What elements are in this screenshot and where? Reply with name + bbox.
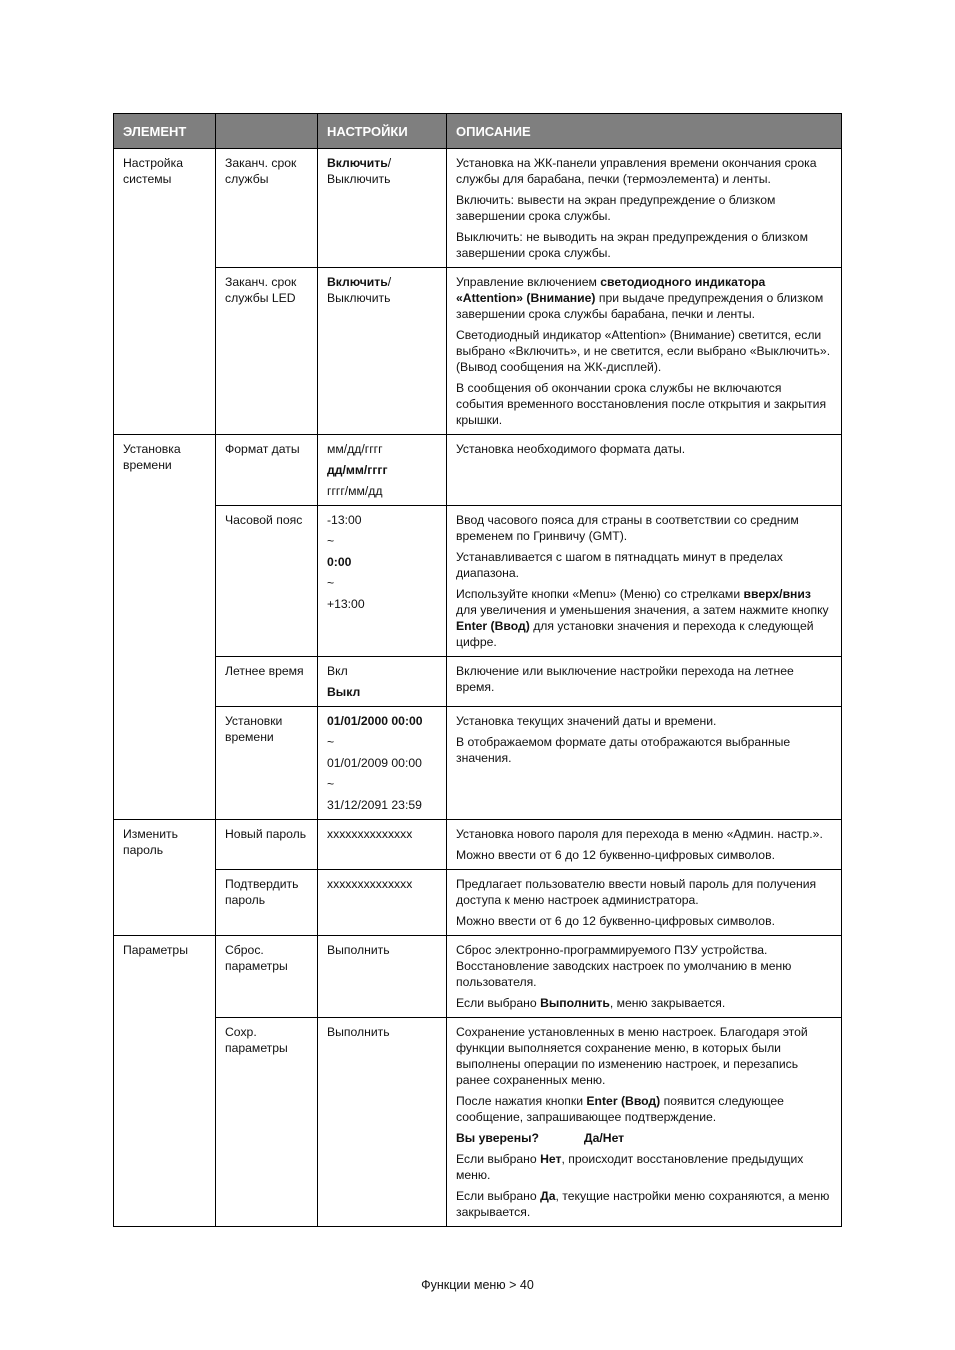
header-description: ОПИСАНИЕ: [447, 114, 842, 149]
table-row: [114, 435, 842, 506]
settings-cell: Включить/ Выключить: [318, 268, 447, 435]
table-header-row: [114, 114, 842, 149]
item-name: Новый пароль: [216, 820, 318, 870]
item-name: Заканч. срок службы LED: [216, 268, 318, 435]
settings-cell: -13:00 ~ 0:00 ~ +13:00: [318, 506, 447, 657]
description-cell: Ввод часового пояса для страны в соответствии со средним временем по Гринвичу (GMT). Устанавливается с шагом в пятнадцать минут в пределах диапазона. Используйте кнопки «Menu» (Меню) со стрелками вверх/вниз для увеличения и уменьшения значения, а затем нажмите кнопку Enter (Ввод) для установки значения и перехода к следующей цифре.: [447, 506, 842, 657]
description-cell: Установка на ЖК-панели управления времени окончания срока службы для барабана, печки (термоэлемента) и ленты. Включить: вывести на экран предупреждение о близком завершении срока службы. Выключить: не выводить на экран предупреждения о близком завершении срока службы.: [447, 149, 842, 268]
header-blank: [216, 114, 318, 149]
item-name: Сохр. параметры: [216, 1018, 318, 1227]
settings-cell: 01/01/2000 00:00 ~ 01/01/2009 00:00 ~ 31/12/2091 23:59: [318, 707, 447, 820]
settings-cell: Выполнить: [318, 1018, 447, 1227]
description-cell: Установка текущих значений даты и времени. В отображаемом формате даты отображаются выбранные значения.: [447, 707, 842, 820]
menu-settings-table: [113, 113, 842, 1227]
item-name: Летнее время: [216, 657, 318, 707]
settings-cell: мм/дд/гггг дд/мм/гггг гггг/мм/дд: [318, 435, 447, 506]
description-cell: Включение или выключение настройки перехода на летнее время.: [447, 657, 842, 707]
description-cell: Управление включением светодиодного индикатора «Attention» (Внимание) при выдаче предупреждения о близком завершении срока службы барабана, печки и ленты. Светодиодный индикатор «Attention» (Внимание) светится, если выбрано «Включить», и не светится, если выбрано «Выключить». (Вывод сообщения на ЖК-дисплей). В сообщения об окончании срока службы не включаются события временного восстановления после открытия и закрытия крышки.: [447, 268, 842, 435]
group-name: Установка времени: [114, 435, 216, 820]
group-name: Настройка системы: [114, 149, 216, 435]
header-settings: НАСТРОЙКИ: [318, 114, 447, 149]
table-row: [114, 657, 842, 707]
group-name: Изменить пароль: [114, 820, 216, 936]
table-row: [114, 820, 842, 870]
description-cell: Установка необходимого формата даты.: [447, 435, 842, 506]
description-cell: Сброс электронно-программируемого ПЗУ устройства. Восстановление заводских настроек по умолчанию в меню пользователя. Если выбрано Выполнить, меню закрывается.: [447, 936, 842, 1018]
settings-cell: xxxxxxxxxxxxxx: [318, 820, 447, 870]
item-name: Формат даты: [216, 435, 318, 506]
table-row: [114, 268, 842, 435]
item-name: Подтвердить пароль: [216, 870, 318, 936]
table-row: [114, 149, 842, 268]
group-name: Параметры: [114, 936, 216, 1227]
table-row: [114, 707, 842, 820]
description-cell: Сохранение установленных в меню настроек. Благодаря этой функции выполняется сохранение меню, в которых были выполнены операции по изменению настроек, и перезапись ранее сохраненных меню. После нажатия кнопки Enter (Ввод) появится следующее сообщение, запрашивающее подтверждение. Вы уверены? Да/Нет Если выбрано Нет, происходит восстановление предыдущих меню. Если выбрано Да, текущие настройки меню сохраняются, а меню закрывается.: [447, 1018, 842, 1227]
confirm-question: Вы уверены?: [456, 1131, 539, 1145]
description-cell: Установка нового пароля для перехода в меню «Админ. настр.». Можно ввести от 6 до 12 буквенно-цифровых символов.: [447, 820, 842, 870]
table-row: [114, 1018, 842, 1227]
header-element: ЭЛЕМЕНТ: [114, 114, 216, 149]
settings-cell: Включить/ Выключить: [318, 149, 447, 268]
description-cell: Предлагает пользователю ввести новый пароль для получения доступа к меню настроек администратора. Можно ввести от 6 до 12 буквенно-цифровых символов.: [447, 870, 842, 936]
table-row: [114, 870, 842, 936]
item-name: Заканч. срок службы: [216, 149, 318, 268]
confirm-options: Да/Нет: [583, 1131, 625, 1145]
settings-cell: Выполнить: [318, 936, 447, 1018]
table-row: [114, 936, 842, 1018]
page-footer: Функции меню > 40: [421, 1278, 534, 1292]
item-name: Сброс. параметры: [216, 936, 318, 1018]
item-name: Установки времени: [216, 707, 318, 820]
item-name: Часовой пояс: [216, 506, 318, 657]
settings-cell: Вкл Выкл: [318, 657, 447, 707]
table-row: [114, 506, 842, 657]
settings-cell: xxxxxxxxxxxxxx: [318, 870, 447, 936]
